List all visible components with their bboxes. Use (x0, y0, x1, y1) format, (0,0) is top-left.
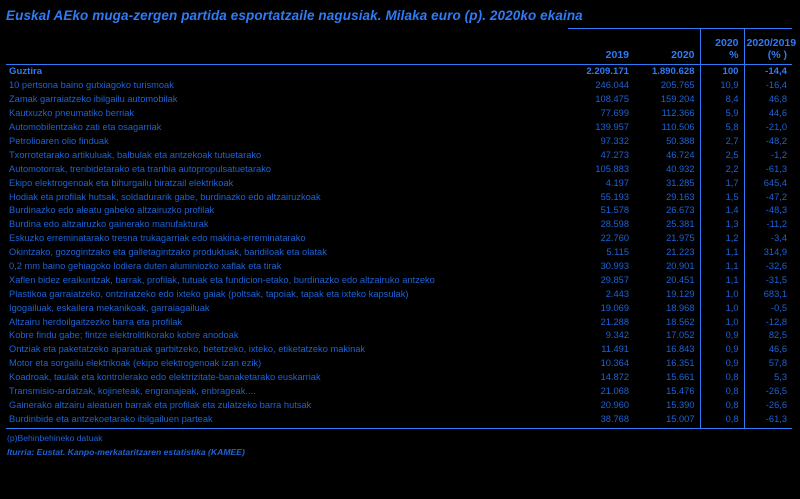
row-share-2020: 1,0 (700, 316, 744, 330)
header-share-line1: 2020 (715, 37, 739, 50)
page-title: Euskal AEko muga-zergen partida esportatzaile nagusiak. Milaka euro (p). 2020ko ekaina (6, 8, 583, 23)
table-row (6, 274, 792, 288)
row-variation: 46,8 (744, 93, 792, 107)
row-value-2020: 19.129 (666, 288, 695, 299)
row-variation: 57,8 (744, 357, 792, 371)
row-variation: 82,5 (744, 329, 792, 343)
table-row (6, 302, 792, 316)
row-variation: -48,2 (744, 135, 792, 149)
row-label: Burdinazko edo aleatu gabeko altzairuzko profilak (9, 205, 215, 216)
row-variation: -21,0 (744, 121, 792, 135)
row-value-2019: 2.443 (605, 288, 629, 299)
row-label: Automotorrak, trenbidetarako eta tranbia autopropulsatuetarako (9, 163, 272, 174)
row-value-2020: 20.451 (666, 274, 695, 285)
row-value-2019: 47.273 (600, 149, 629, 160)
row-label: Altzairu herdoilgaitzezko barra eta profilak (9, 316, 183, 327)
row-share-2020: 1,4 (700, 204, 744, 218)
row-value-2020: 15.476 (666, 386, 695, 397)
row-value-2019: 28.598 (600, 219, 629, 230)
row-value-2019: 105.883 (595, 163, 629, 174)
row-value-2020: 26.673 (666, 205, 695, 216)
row-value-2020: 20.901 (666, 261, 695, 272)
row-value-2020: 110.506 (661, 122, 695, 133)
header-2020: 2020 (634, 29, 700, 65)
row-variation: -1,2 (744, 149, 792, 163)
row-share-2020: 5,8 (700, 121, 744, 135)
table-row (6, 135, 792, 149)
row-value-2020: 112.366 (661, 108, 695, 119)
table-row (6, 343, 792, 357)
row-share-2020: 2,7 (700, 135, 744, 149)
row-variation: 645,4 (744, 177, 792, 191)
row-variation: 5,3 (744, 371, 792, 385)
row-value-2019: 30.993 (600, 261, 629, 272)
row-share-2020: 1,7 (700, 177, 744, 191)
row-label: Motor eta sorgailu elektrikoak (ekipo elektrogenoak izan ezik) (9, 358, 262, 369)
table-row (6, 357, 792, 371)
table-row (6, 218, 792, 232)
row-variation: 683,1 (744, 288, 792, 302)
row-variation: -48,3 (744, 204, 792, 218)
row-value-2020: 46.724 (666, 149, 695, 160)
row-variation: -61,3 (744, 413, 792, 428)
row-label: Kobre findu gabe; fintze elektrolitikorako kobre anodoak (9, 330, 239, 341)
row-share-2020: 1,0 (700, 302, 744, 316)
row-share-2020: 2,2 (700, 163, 744, 177)
table-header-row (6, 29, 792, 65)
row-value-2020: 16.351 (666, 358, 695, 369)
row-value-2019: 38.768 (568, 413, 634, 428)
row-label: Transmisio-ardatzak, kojineteak, engranajeak, enbrageak.... (9, 386, 256, 397)
row-value-2019: 19.069 (600, 302, 629, 313)
row-value-2020: 25.381 (666, 219, 695, 230)
row-variation: 314,9 (744, 246, 792, 260)
row-share-2020: 0,9 (700, 357, 744, 371)
row-share-2020: 0,9 (700, 343, 744, 357)
table-row (6, 163, 792, 177)
row-value-2019: 11.491 (601, 344, 629, 355)
header-variation-line2: (% ) (767, 49, 787, 62)
row-share-2020: 1,1 (700, 260, 744, 274)
row-value-2020: 15.007 (634, 413, 700, 428)
table-row (6, 204, 792, 218)
header-share-2020 (700, 29, 744, 65)
row-value-2019: 5.115 (606, 247, 629, 258)
row-label: Ekipo elektrogenoak eta bihurgailu biratzail elektrikoak (9, 177, 234, 188)
table-row (6, 177, 792, 191)
row-share-2020: 1,0 (700, 288, 744, 302)
row-value-2019: 51.578 (600, 205, 629, 216)
row-share-2020: 100 (700, 65, 744, 80)
row-value-2019: 108.475 (595, 94, 629, 105)
row-value-2020: 40.932 (666, 163, 695, 174)
row-value-2019: 29.857 (600, 274, 629, 285)
row-variation: -3,4 (744, 232, 792, 246)
row-value-2019: 20.960 (600, 399, 629, 410)
row-label: Kautxuzko pneumatiko berriak (9, 108, 135, 119)
row-share-2020: 0,8 (700, 385, 744, 399)
row-value-2019: 9.342 (605, 330, 629, 341)
row-share-2020: 2,5 (700, 149, 744, 163)
row-value-2019: 246.044 (595, 80, 629, 91)
row-variation: -11,2 (744, 218, 792, 232)
row-value-2020: 159.204 (660, 94, 695, 105)
row-value-2019: 97.332 (600, 136, 629, 147)
header-2019: 2019 (568, 29, 634, 65)
export-table (6, 28, 797, 429)
row-variation: -14,4 (744, 65, 792, 80)
row-variation: -31,5 (744, 274, 792, 288)
table-row (6, 260, 792, 274)
table-row (6, 329, 792, 343)
row-variation: 46,6 (744, 343, 792, 357)
row-value-2020: 18.968 (666, 302, 695, 313)
row-share-2020: 1,1 (700, 246, 744, 260)
row-share-2020: 0,8 (700, 371, 744, 385)
row-value-2019: 14.872 (600, 372, 629, 383)
row-value-2019: 77.699 (600, 108, 629, 119)
row-share-2020: 1,5 (700, 191, 744, 205)
table-row (6, 246, 792, 260)
row-share-2020: 0,8 (700, 413, 744, 428)
row-share-2020: 1,3 (700, 218, 744, 232)
row-variation: -0,5 (744, 302, 792, 316)
row-share-2020: 1,1 (700, 274, 744, 288)
table-row (6, 149, 792, 163)
table-row (6, 121, 792, 135)
row-label: Petrolioaren olio finduak (9, 136, 109, 147)
row-label: Plastikoa garraiatzeko, ontziratzeko edo ixteko gaiak (poltsak, tapoiak, tapak eta ixteko kapsulak) (9, 288, 409, 299)
row-value-2020: 21.223 (666, 247, 695, 258)
row-variation: -61,3 (744, 163, 792, 177)
table-row (6, 371, 792, 385)
row-variation: -32,6 (744, 260, 792, 274)
source-note: Iturria: Eustat. Kanpo-merkataritzaren estatistika (KAMEE) (7, 447, 245, 458)
row-variation: -47,2 (744, 191, 792, 205)
table-row (6, 316, 792, 330)
table-row (6, 65, 792, 80)
row-value-2019: 4.197 (605, 177, 629, 188)
row-label: Txorrotetarako artikuluak, balbulak eta antzekoak tutuetarako (9, 149, 262, 160)
table-row (6, 93, 792, 107)
row-share-2020: 1,2 (700, 232, 744, 246)
row-share-2020: 0,8 (700, 399, 744, 413)
row-value-2019: 21.068 (600, 386, 629, 397)
table-row (6, 107, 792, 121)
row-value-2020: 50.388 (666, 136, 695, 147)
row-label: Automobilentzako zati eta osagarriak (9, 122, 162, 133)
header-variation (744, 29, 797, 65)
row-variation: 44,6 (744, 107, 792, 121)
table-header (6, 29, 797, 65)
footnote-provisional: (p)Behinbehineko datuak (7, 432, 103, 443)
row-variation: -26,5 (744, 385, 792, 399)
table-row (6, 385, 792, 399)
row-label: Koadroak, taulak eta kontrolerako edo elektrizitate-banaketarako euskarriak (9, 372, 321, 383)
row-label: Burdina edo altzairuzko gainerako manufakturak (9, 219, 209, 230)
row-label: 0,2 mm baino gehiagoko lodiera duten aluminiozko xaflak eta tirak (9, 261, 282, 272)
row-variation: -16,4 (744, 79, 792, 93)
row-label: Igogailuak, eskailera mekanikoak, garraiagailuak (9, 302, 210, 313)
table-row (6, 191, 792, 205)
row-value-2019: 139.957 (595, 122, 629, 133)
row-value-2019: 10.364 (600, 358, 629, 369)
table-row (6, 79, 792, 93)
row-label: Gainerako altzairu aleatuen barrak eta profilak eta zulatzeko barra hutsak (9, 399, 312, 410)
row-label: Okintzako, gozogintzako eta galletagintzako produktuak, baridiloak eta olatak (9, 247, 327, 258)
row-value-2019: 2.209.171 (586, 66, 629, 78)
row-value-2019: 21.288 (600, 316, 629, 327)
row-value-2020: 1.890.628 (651, 66, 695, 78)
footnotes (6, 432, 794, 458)
row-share-2020: 0,9 (700, 329, 744, 343)
table-row (6, 413, 792, 428)
row-value-2020: 17.052 (666, 330, 695, 341)
row-value-2020: 31.285 (666, 177, 695, 188)
row-label: Hodiak eta profilak hutsak, soldadurarik gabe, burdinazko edo altzairuzkoak (9, 191, 321, 202)
row-share-2020: 10,9 (700, 79, 744, 93)
table-row (6, 399, 792, 413)
row-variation: -12,8 (744, 316, 792, 330)
row-value-2020: 16.843 (666, 344, 695, 355)
row-value-2020: 15.661 (666, 372, 695, 383)
header-share-line2: % (729, 49, 739, 62)
row-label: Eskuzko erreminatarako tresna trukagarriak edo makina-erreminatarako (9, 233, 306, 244)
header-label-blank (6, 29, 568, 65)
row-label: Burdinbide eta antzekoetarako ibilgailuen parteak (6, 413, 568, 428)
row-value-2019: 55.193 (600, 191, 629, 202)
table-row (6, 288, 792, 302)
table-row (6, 232, 792, 246)
row-value-2020: 15.390 (666, 399, 695, 410)
row-value-2020: 18.562 (666, 316, 695, 327)
header-variation-line1: 2020/2019 (746, 37, 797, 50)
row-value-2020: 29.163 (666, 191, 695, 202)
row-label: 10 pertsona baino gutxiagoko turismoak (9, 80, 174, 91)
row-value-2020: 205.765 (660, 80, 695, 91)
row-variation: -26,6 (744, 399, 792, 413)
row-label: Ontziak eta paketatzeko aparatuak garbitzeko, betetzeko, ixteko, etiketatzeko makinak (9, 344, 366, 355)
row-label: Xaflen bidez eraikuntzak, barrak, profilak, tutuak eta fundicion-etako, burdinazko edo altzairuko antzeko (9, 274, 435, 285)
table-body (6, 65, 792, 429)
row-value-2019: 22.760 (600, 233, 629, 244)
row-value-2020: 21.975 (666, 233, 695, 244)
row-label: Zamak garraiatzeko ibilgailu automobilak (9, 94, 178, 105)
row-share-2020: 8,4 (700, 93, 744, 107)
row-share-2020: 5,9 (700, 107, 744, 121)
row-label: Guztira (9, 66, 43, 78)
